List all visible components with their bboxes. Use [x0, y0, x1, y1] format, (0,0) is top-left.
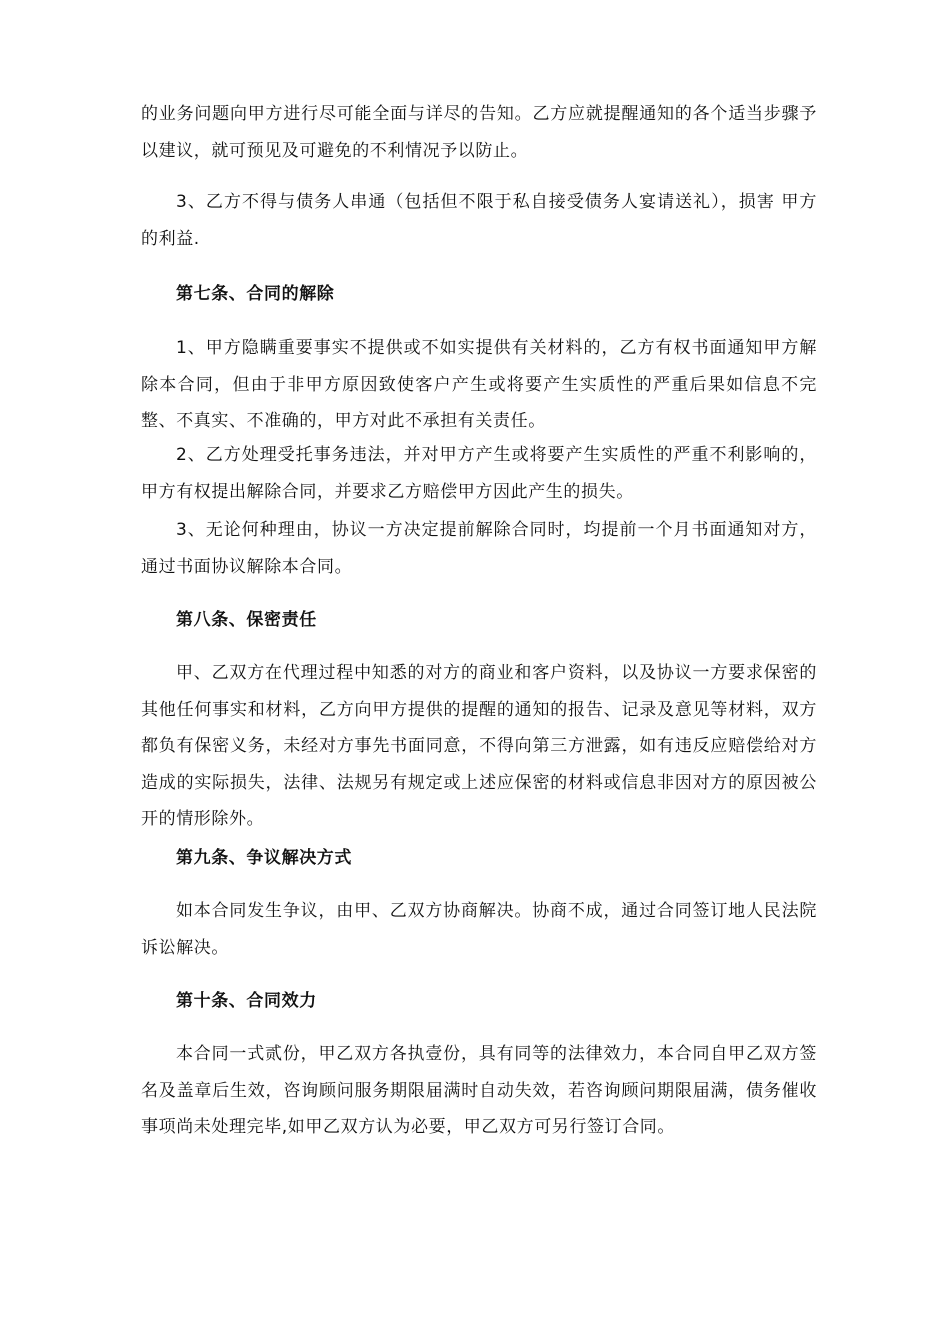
paragraph-article-9: 如本合同发生争议，由甲、乙双方协商解决。协商不成，通过合同签订地人民法院诉讼解决。 — [141, 901, 817, 958]
paragraph-clause-7-2: 2、乙方处理受托事务违法，并对甲方产生或将要产生实质性的严重不利影响的，甲方有权提出解除合同，并要求乙方赔偿甲方因此产生的损失。 — [141, 445, 817, 502]
heading-article-9: 第九条、争议解决方式 — [176, 848, 352, 868]
paragraph-article-8: 甲、乙双方在代理过程中知悉的对方的商业和客户资料，以及协议一方要求保密的其他任何事实和材料，乙方向甲方提供的提醒的通知的报告、记录及意见等材料，双方都负有保密义务，未经对方事先书面同意，不得向第三方泄露，如有违反应赔偿给对方造成的实际损失，法律、法规另有规定或上述应保密的材料或信息非因对方的原因被公开的情形除外。 — [141, 663, 817, 829]
paragraph-clause-7-3: 3、无论何种理由，协议一方决定提前解除合同时，均提前一个月书面通知对方，通过书面协议解除本合同。 — [141, 520, 817, 577]
heading-article-10: 第十条、合同效力 — [176, 991, 317, 1011]
heading-article-7: 第七条、合同的解除 — [176, 284, 335, 304]
paragraph-continuation: 的业务问题向甲方进行尽可能全面与详尽的告知。乙方应就提醒通知的各个适当步骤予以建议，就可预见及可避免的不利情况予以防止。 — [141, 104, 817, 161]
paragraph-clause-7-1: 1、甲方隐瞒重要事实不提供或不如实提供有关材料的，乙方有权书面通知甲方解除本合同，但由于非甲方原因致使客户产生或将要产生实质性的严重后果如信息不完整、不真实、不准确的，甲方对此不承担有关责任。 — [141, 338, 817, 431]
heading-article-8: 第八条、保密责任 — [176, 610, 317, 630]
paragraph-article-10: 本合同一式贰份，甲乙双方各执壹份，具有同等的法律效力，本合同自甲乙双方签名及盖章后生效，咨询顾问服务期限届满时自动失效，若咨询顾问期限届满，债务催收事项尚未处理完毕,如甲乙双方认为必要，甲乙双方可另行签订合同。 — [141, 1044, 817, 1137]
paragraph-clause-6-3: 3、乙方不得与债务人串通（包括但不限于私自接受债务人宴请送礼），损害 甲方的利益. — [141, 192, 817, 249]
